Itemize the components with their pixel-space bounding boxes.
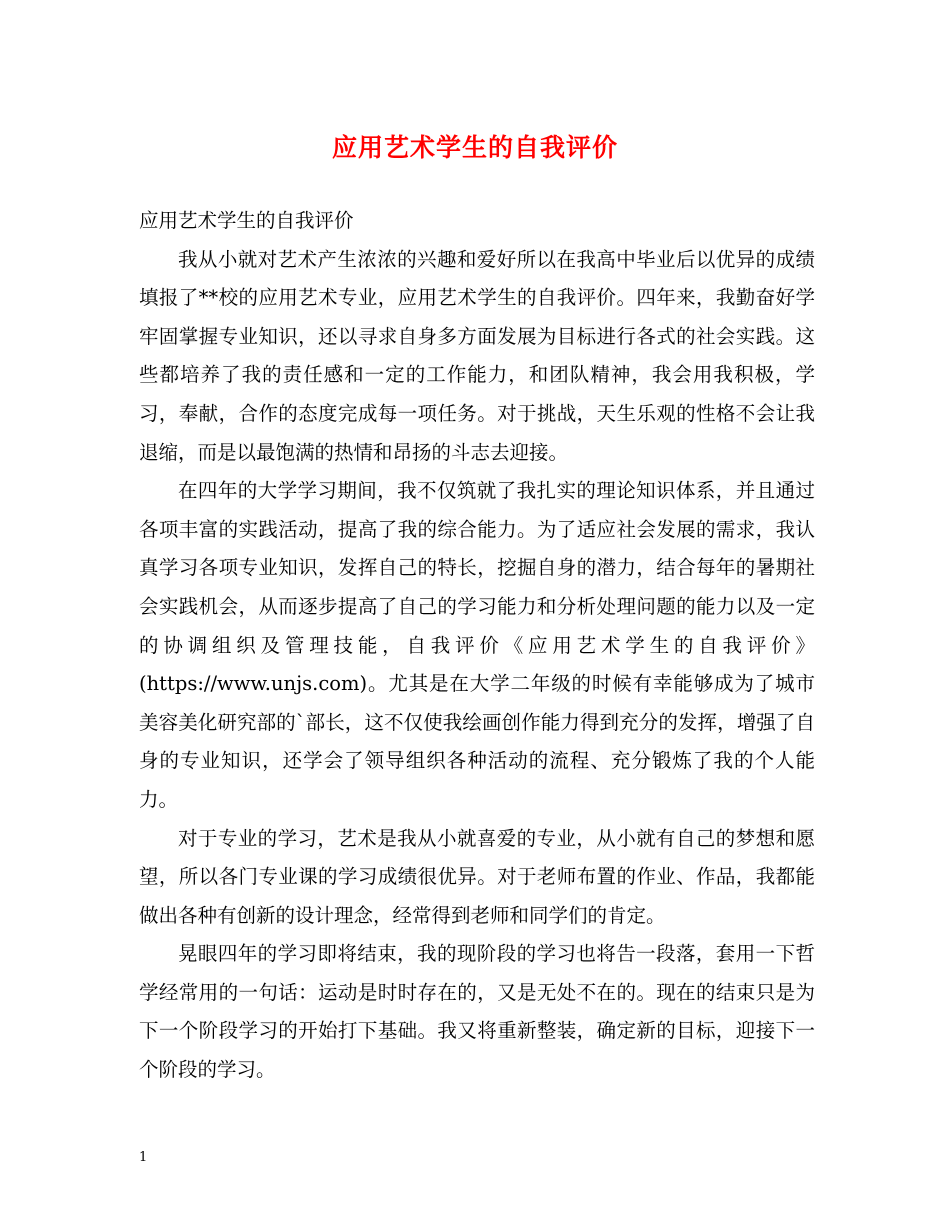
page-number: 1 (139, 1150, 148, 1165)
paragraph-4: 晃眼四年的学习即将结束，我的现阶段的学习也将告一段落，套用一下哲学经常用的一句话：运动是时时存在的，又是无处不在的。现在的结束只是为下一个阶段学习的开始打下基础。我又将重新整装，确定新的目标，迎接下一个阶段的学习。 (139, 942, 815, 1082)
paragraph-3: 对于专业的学习，艺术是我从小就喜爱的专业，从小就有自己的梦想和愿望，所以各门专业课的学习成绩很优异。对于老师布置的作业、作品，我都能做出各种有创新的设计理念，经常得到老师和同学们的肯定。 (139, 826, 815, 927)
document-body (139, 202, 815, 1090)
section-heading: 应用艺术学生的自我评价 (139, 209, 354, 232)
paragraph-2: 在四年的大学学习期间，我不仅筑就了我扎实的理论知识体系，并且通过各项丰富的实践活动，提高了我的综合能力。为了适应社会发展的需求，我认真学习各项专业知识，发挥自己的特长，挖掘自身的潜力，结合每年的暑期社会实践机会，从而逐步提高了自己的学习能力和分析处理问题的能力以及一定的协调组织及管理技能，自我评价《应用艺术学生的自我评价》(https://www.unjs.com)。尤其是在大学二年级的时候有幸能够成为了城市美容美化研究部的`部长，这不仅使我绘画创作能力得到充分的发挥，增强了自身的专业知识，还学会了领导组织各种活动的流程、充分锻炼了我的个人能力。 (139, 479, 815, 811)
document-title: 应用艺术学生的自我评价 (331, 133, 618, 162)
paragraph-1: 我从小就对艺术产生浓浓的兴趣和爱好所以在我高中毕业后以优异的成绩填报了**校的应用艺术专业，应用艺术学生的自我评价。四年来，我勤奋好学牢固掌握专业知识，还以寻求自身多方面发展为目标进行各式的社会实践。这些都培养了我的责任感和一定的工作能力，和团队精神，我会用我积极，学习，奉献，合作的态度完成每一项任务。对于挑战，天生乐观的性格不会让我退缩，而是以最饱满的热情和昂扬的斗志去迎接。 (139, 247, 815, 464)
